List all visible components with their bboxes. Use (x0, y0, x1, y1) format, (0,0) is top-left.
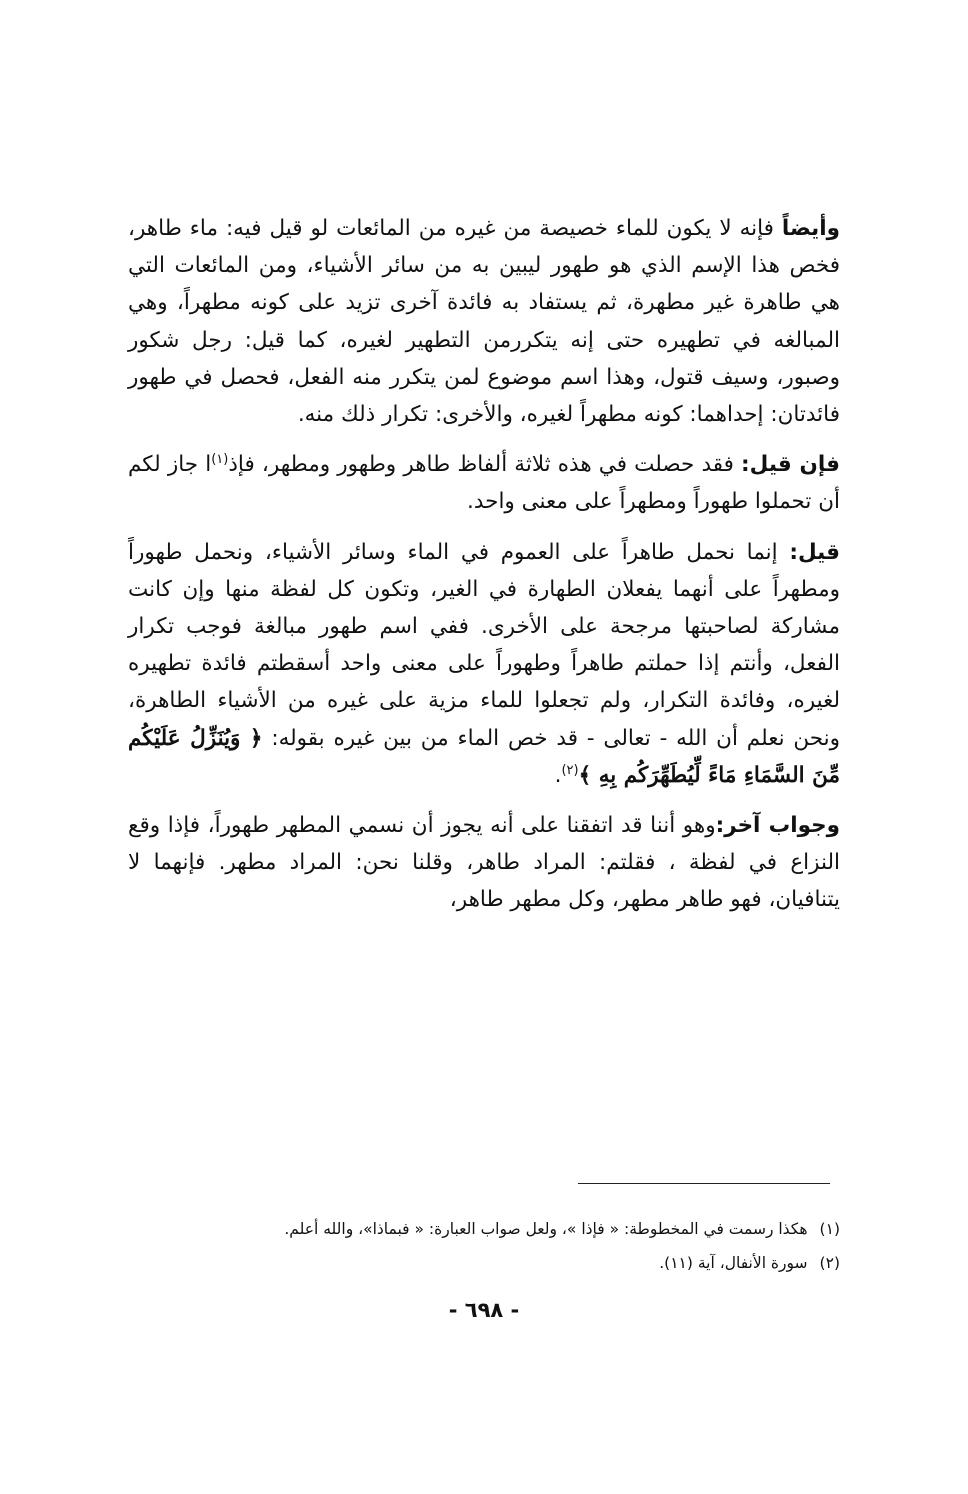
footnote-ref-2: (٢) (561, 762, 579, 778)
paragraph-1 (128, 210, 840, 433)
footnote-1-text: هكذا رسمت في المخطوطة: « فإذا »، ولعل صواب العبارة: « فبماذا»، والله أعلم. (284, 1220, 808, 1238)
paragraph-2-text-after: ا جاز لكم أن تحملوا طهوراً ومطهراً على معنى واحد. (128, 452, 840, 515)
paragraph-2-text-before: فقد حصلت في هذه ثلاثة ألفاظ طاهر وطهور ومطهر، فإذ (228, 452, 742, 478)
footnote-separator (578, 1183, 830, 1184)
paragraph-1-lead: وأيضاً (781, 216, 840, 241)
footnote-ref-1: (١) (211, 452, 229, 468)
paragraph-2-lead: فإن قيل: (741, 452, 840, 478)
main-text (128, 210, 840, 919)
footnote-1 (110, 1212, 840, 1246)
page-number: - ٦٩٨ - (448, 1298, 520, 1322)
footnote-2 (110, 1246, 840, 1280)
footnote-1-number: (١) (819, 1220, 840, 1238)
paragraph-2 (128, 446, 840, 520)
paragraph-3-end: . (554, 762, 562, 788)
paragraph-3-text: إنما نحمل طاهراً على العموم في الماء وسائر الأشياء، ونحمل طهوراً ومطهراً على أنهما يفعلان الطهارة في الغير، وتكون كل لفظة منها وإن كانت مشاركة لصاحبتها مرجحة على الأخرى. ففي اسم طهور مبالغة فوجب تكرار الفعل، وأنتم إذا حملتم طاهراً وطهوراً على معنى واحد أسقطتم فائدة تطهيره لغيره، وفائدة التكرار، ولم تجعلوا للماء مزية على غيره من الأشياء الطاهرة، ونحن نعلم أن الله - تعالى - قد خص الماء من بين غيره بقوله: (128, 539, 840, 751)
footnote-2-text: سورة الأنفال، آية (١١). (659, 1254, 808, 1272)
footnote-2-number: (٢) (819, 1254, 840, 1272)
footnotes (110, 1212, 840, 1280)
paragraph-3 (128, 534, 840, 794)
paragraph-4 (128, 807, 840, 919)
paragraph-4-text: وهو أننا قد اتفقنا على أنه يجوز أن نسمي المطهر طهوراً، فإذا وقع النزاع في لفظة ، فقلتم: المراد طاهر، وقلنا نحن: المراد مطهر. فإنهما لا يتنافيان، فهو طاهر مطهر، وكل مطهر طاهر، (128, 813, 840, 913)
paragraph-4-lead: وجواب آخر: (715, 813, 840, 839)
paragraph-3-lead: قيل: (789, 539, 840, 565)
paragraph-1-text: فإنه لا يكون للماء خصيصة من غيره من المائعات لو قيل فيه: ماء طاهر، فخص هذا الإسم الذي هو طهور ليبين به من سائر الأشياء، ومن المائعات التي هي طاهرة غير مطهرة، ثم يستفاد به فائدة آخرى تزيد على كونه مطهراً، وهي المبالغه في تطهيره حتى إنه يتكررمن التطهير لغيره، كما قيل: رجل شكور وصبور، وسيف قتول، وهذا اسم موضوع لمن يتكرر منه الفعل، فحصل في طهور فائدتان: إحداهما: كونه مطهراً لغيره، والأخرى: تكرار ذلك منه. (128, 216, 840, 428)
quran-verse: ﴿ وَيُنَزِّلُ عَلَيْكُم مِّنَ السَّمَاءِ مَاءً لِّيُطَهِّرَكُم بِهِ ﴾ (128, 725, 840, 788)
